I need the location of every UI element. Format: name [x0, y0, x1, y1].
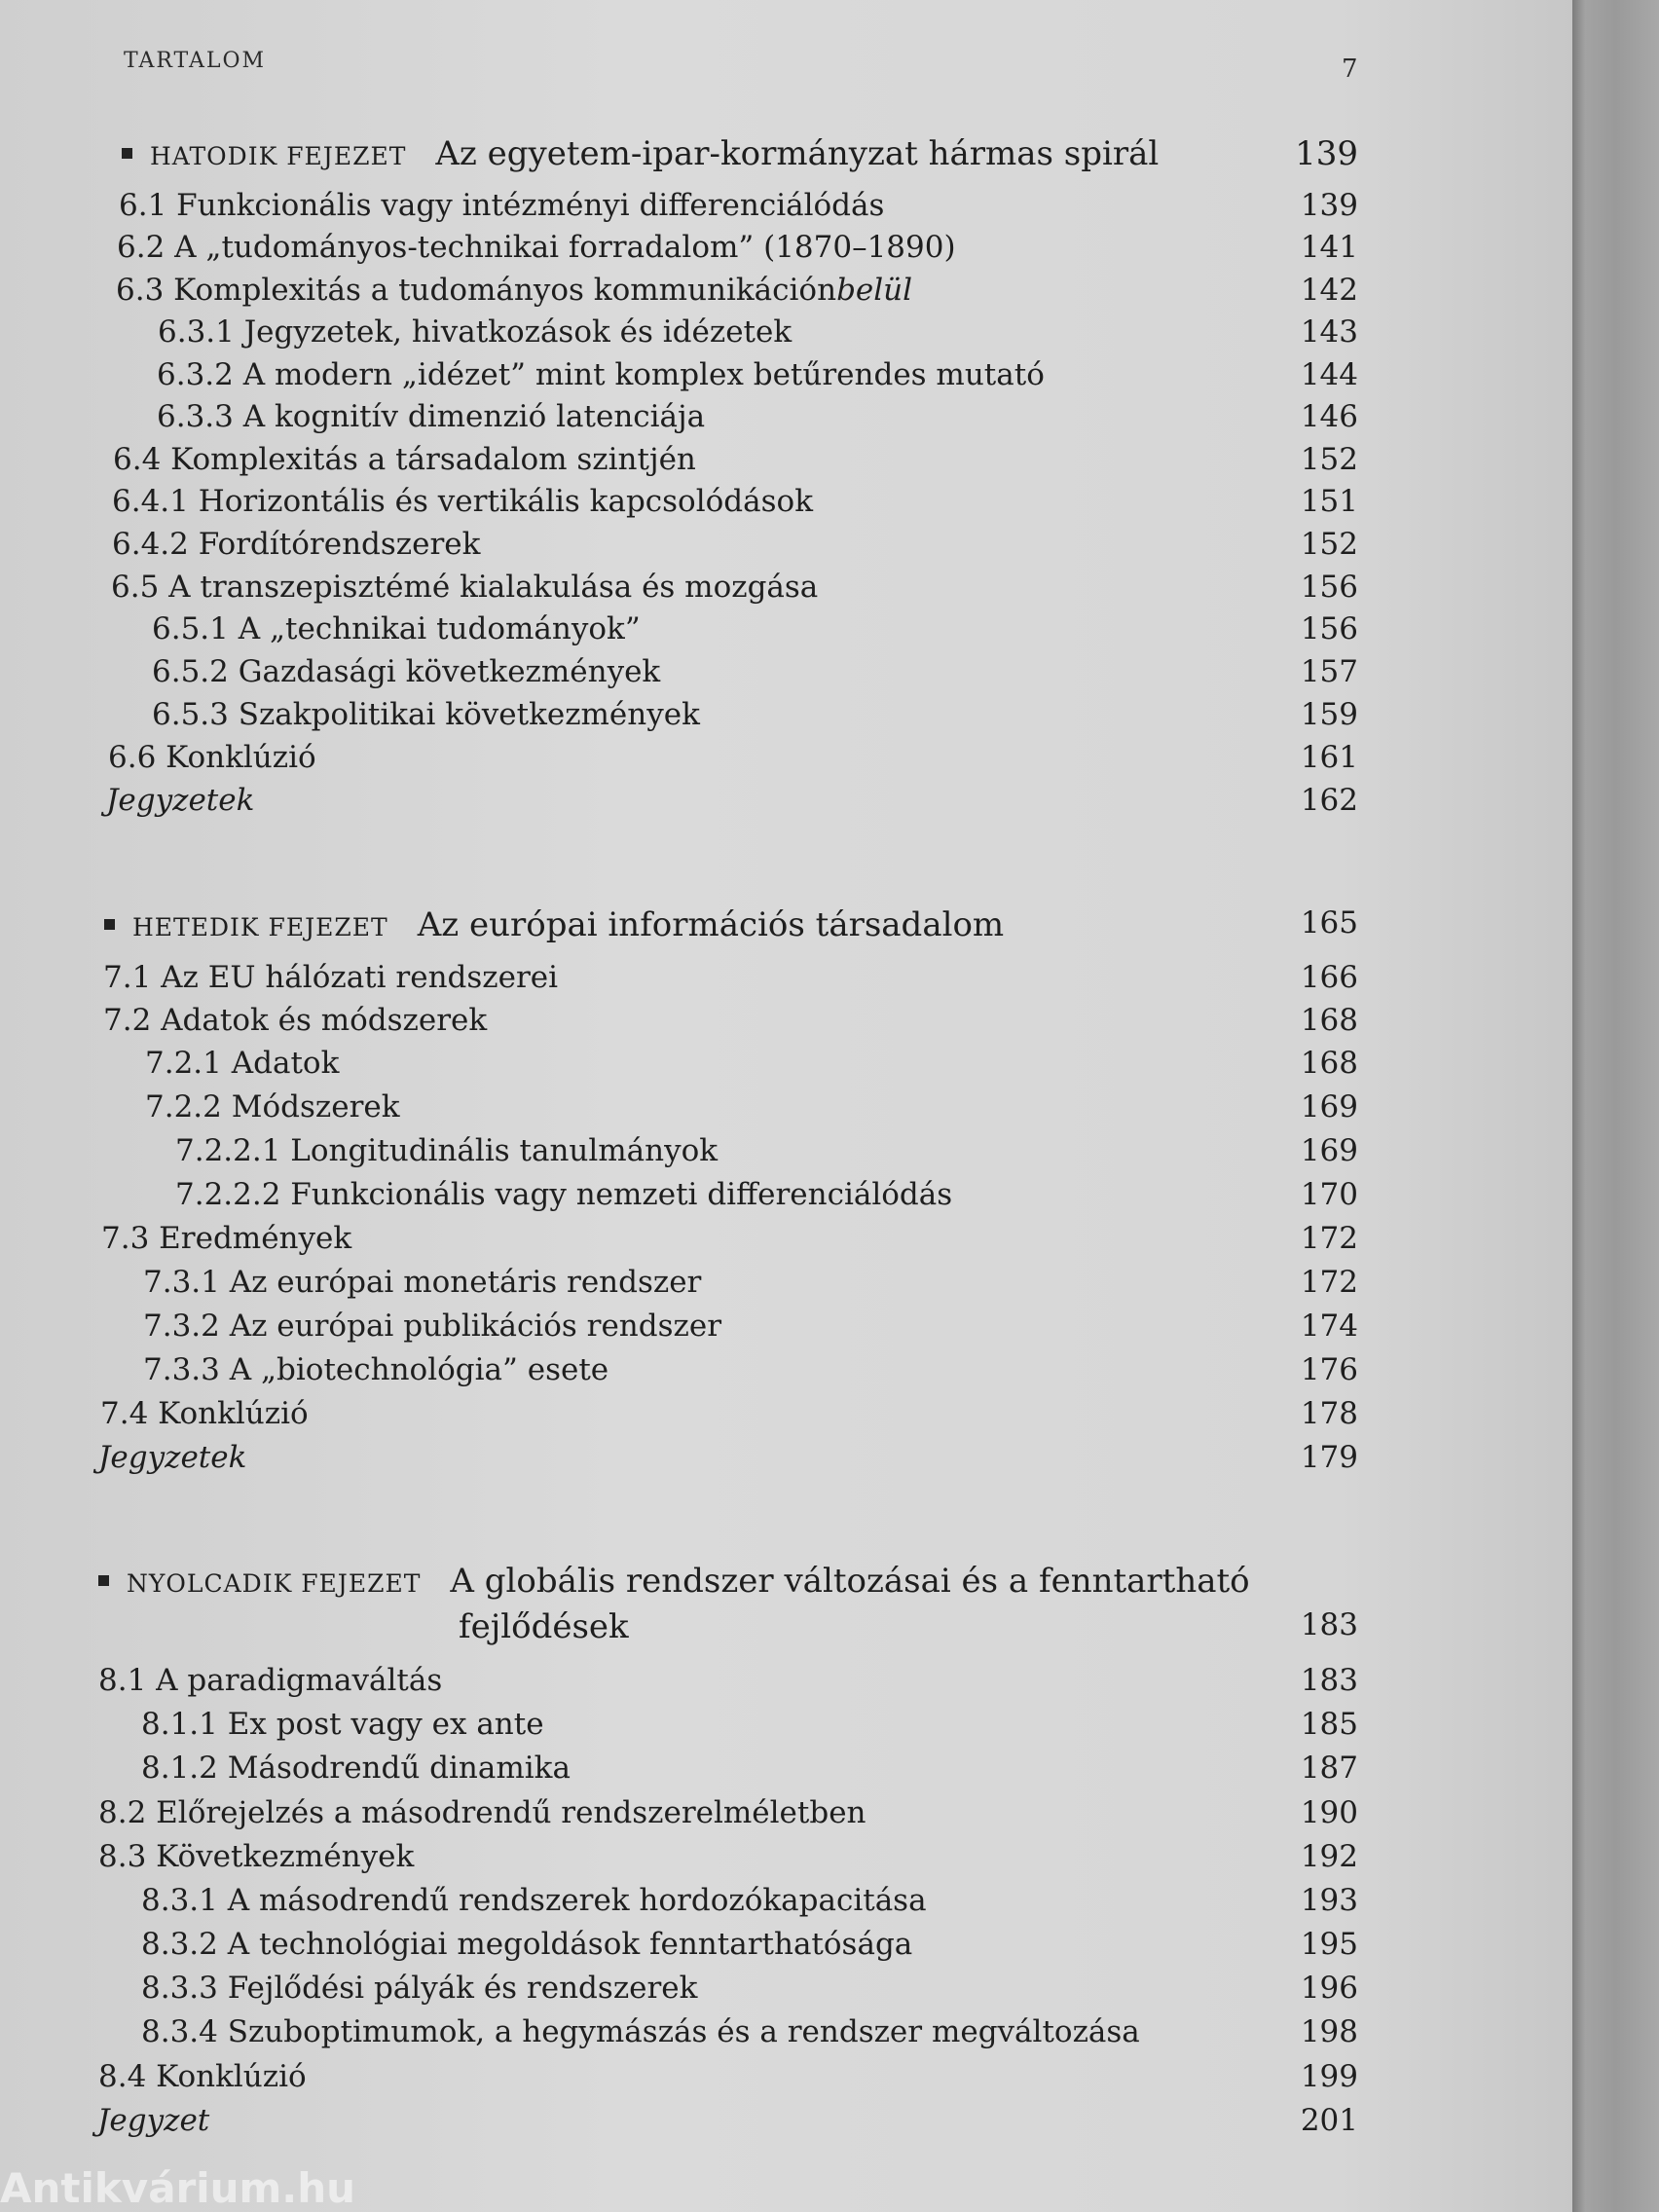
- toc-entry: [143, 1352, 1358, 1391]
- entry-page: 142: [1300, 273, 1358, 308]
- page-number: 7: [1342, 55, 1358, 84]
- entry-text: 7.2.2.2 Funkcionális vagy nemzeti differenciálódás: [175, 1177, 953, 1212]
- toc-entry: [98, 1440, 1358, 1479]
- entry-page: 190: [1300, 1795, 1358, 1830]
- toc-entry: [106, 783, 1358, 822]
- watermark: Antikvárium.hu: [0, 2164, 356, 2212]
- toc-entry: [112, 527, 1358, 566]
- entry-text: 7.2.2 Módszerek: [145, 1089, 400, 1124]
- entry-text: Jegyzetek: [98, 1440, 247, 1475]
- entry-page: 168: [1300, 1003, 1358, 1038]
- entry-page: 152: [1300, 527, 1358, 562]
- toc-entry: [98, 1795, 1358, 1834]
- toc-entry: [112, 484, 1358, 523]
- toc-entry: [117, 230, 1358, 269]
- entry-page: 146: [1300, 399, 1358, 434]
- entry-text: 6.5.2 Gazdasági következmények: [152, 654, 661, 689]
- toc-entry: [103, 960, 1358, 999]
- entry-page: 201: [1300, 2103, 1358, 2138]
- entry-page: 193: [1300, 1883, 1358, 1918]
- chapter-label: NYOLCADIK FEJEZET: [127, 1569, 422, 1598]
- entry-text: 7.4 Konklúzió: [100, 1396, 309, 1431]
- entry-text: 6.4 Komplexitás a társadalom szintjén: [113, 442, 696, 477]
- entry-page: 141: [1300, 230, 1358, 265]
- toc-entry: [152, 654, 1358, 693]
- entry-text: 7.3 Eredmények: [101, 1221, 352, 1256]
- page-edge-shadow: [1572, 0, 1659, 2212]
- toc-entry: [175, 1177, 1358, 1216]
- entry-text-emphasis: belül: [836, 273, 913, 308]
- entry-text: 6.1 Funkcionális vagy intézményi differenciálódás: [119, 188, 885, 223]
- toc-entry: [158, 314, 1358, 353]
- toc-entry: [175, 1133, 1358, 1172]
- toc-entry: [145, 1089, 1358, 1128]
- entry-page: 143: [1300, 314, 1358, 350]
- chapter-title: A globális rendszer változásai és a fenntartható: [450, 1562, 1250, 1601]
- entry-text: 7.2.2.1 Longitudinális tanulmányok: [175, 1133, 719, 1168]
- entry-text: 8.3 Következmények: [98, 1839, 415, 1874]
- toc-entry: [98, 1663, 1358, 1702]
- entry-text: 6.5.3 Szakpolitikai következmények: [152, 697, 700, 732]
- entry-page: 157: [1300, 654, 1358, 689]
- entry-page: 179: [1300, 1440, 1358, 1475]
- entry-text: Jegyzetek: [106, 783, 255, 818]
- entry-text: 7.2.1 Adatok: [145, 1046, 340, 1081]
- entry-page: 168: [1300, 1046, 1358, 1081]
- entry-page: 196: [1300, 1971, 1358, 2006]
- toc-entry: [157, 399, 1358, 438]
- entry-text: 8.3.4 Szuboptimumok, a hegymászás és a rendszer megváltozása: [141, 2014, 1140, 2049]
- toc-entry: [100, 1396, 1358, 1435]
- entry-text: 8.1 A paradigmaváltás: [98, 1663, 443, 1698]
- toc-entry: [97, 2103, 1358, 2142]
- chapter-heading-continued: [459, 1607, 1358, 1646]
- chapter-label: HETEDIK FEJEZET: [132, 913, 388, 941]
- entry-page: 183: [1300, 1663, 1358, 1698]
- chapter-title: Az egyetem-ipar-kormányzat hármas spirál: [435, 134, 1160, 173]
- entry-text: Jegyzet: [97, 2103, 210, 2138]
- entry-text: 6.2 A „tudományos-technikai forradalom” (1870–1890): [117, 230, 956, 265]
- entry-text: 6.5.1 A „technikai tudományok”: [152, 611, 641, 646]
- entry-text: 8.3.2 A technológiai megoldások fenntarthatósága: [141, 1927, 913, 1962]
- running-title: TARTALOM: [124, 49, 267, 73]
- toc-entry: [141, 1707, 1358, 1746]
- entry-page: 151: [1300, 484, 1358, 519]
- toc-entry: [145, 1046, 1358, 1085]
- entry-page: 195: [1300, 1927, 1358, 1962]
- entry-page: 172: [1300, 1221, 1358, 1256]
- chapter-title-line2: fejlődések: [459, 1607, 629, 1646]
- toc-entry: [103, 1003, 1358, 1042]
- entry-page: 192: [1300, 1839, 1358, 1874]
- entry-text: 7.3.2 Az európai publikációs rendszer: [143, 1309, 722, 1344]
- chapter-heading: [122, 134, 1358, 173]
- chapter-page: 165: [1300, 905, 1358, 940]
- entry-text: 7.1 Az EU hálózati rendszerei: [103, 960, 559, 995]
- toc-entry: [152, 697, 1358, 736]
- entry-text: 6.3 Komplexitás a tudományos kommunikáción: [116, 273, 837, 308]
- toc-entry: [116, 273, 1358, 312]
- entry-text: 8.2 Előrejelzés a másodrendű rendszerelméletben: [98, 1795, 866, 1830]
- entry-text: 7.3.1 Az európai monetáris rendszer: [143, 1265, 702, 1300]
- entry-text: 6.4.1 Horizontális és vertikális kapcsolódások: [112, 484, 813, 519]
- entry-text: 6.5 A transzepisztémé kialakulása és mozgása: [111, 570, 819, 605]
- entry-text: 8.4 Konklúzió: [98, 2059, 307, 2094]
- toc-entry: [141, 1751, 1358, 1789]
- bullet-icon: [104, 919, 115, 930]
- entry-page: 166: [1300, 960, 1358, 995]
- bullet-icon: [122, 148, 132, 159]
- entry-page: 199: [1300, 2059, 1358, 2094]
- entry-page: 169: [1300, 1133, 1358, 1168]
- toc-entry: [157, 357, 1358, 396]
- entry-page: 162: [1300, 783, 1358, 818]
- entry-page: 156: [1300, 611, 1358, 646]
- toc-entry: [141, 1971, 1358, 2009]
- entry-text: 6.6 Konklúzió: [108, 740, 316, 775]
- entry-text: 8.3.1 A másodrendű rendszerek hordozókapacitása: [141, 1883, 927, 1918]
- entry-text: 6.3.2 A modern „idézet” mint komplex betűrendes mutató: [157, 357, 1045, 392]
- entry-text: 6.3.1 Jegyzetek, hivatkozások és idézetek: [158, 314, 793, 350]
- entry-page: 170: [1300, 1177, 1358, 1212]
- toc-entry: [141, 2014, 1358, 2053]
- toc-entry: [141, 1883, 1358, 1922]
- entry-page: 152: [1300, 442, 1358, 477]
- entry-page: 176: [1300, 1352, 1358, 1387]
- chapter-page: 183: [1300, 1607, 1358, 1642]
- chapter-label: HATODIK FEJEZET: [150, 142, 407, 170]
- toc-entry: [143, 1265, 1358, 1304]
- chapter-heading: [98, 1562, 1358, 1601]
- toc-entry: [143, 1309, 1358, 1347]
- entry-page: 159: [1300, 697, 1358, 732]
- chapter-heading: [104, 905, 1358, 944]
- entry-page: 156: [1300, 570, 1358, 605]
- toc-entry: [98, 1839, 1358, 1878]
- toc-entry: [98, 2059, 1358, 2098]
- entry-page: 198: [1300, 2014, 1358, 2049]
- entry-text: 7.2 Adatok és módszerek: [103, 1003, 488, 1038]
- entry-page: 139: [1300, 188, 1358, 223]
- entry-text: 8.1.2 Másodrendű dinamika: [141, 1751, 571, 1786]
- toc-entry: [113, 442, 1358, 481]
- toc-entry: [101, 1221, 1358, 1260]
- toc-entry: [111, 570, 1358, 608]
- toc-entry: [108, 740, 1358, 779]
- entry-text: 8.1.1 Ex post vagy ex ante: [141, 1707, 544, 1742]
- entry-page: 178: [1300, 1396, 1358, 1431]
- entry-text: 6.3.3 A kognitív dimenzió latenciája: [157, 399, 706, 434]
- entry-page: 187: [1300, 1751, 1358, 1786]
- entry-page: 169: [1300, 1089, 1358, 1124]
- toc-entry: [119, 188, 1358, 227]
- chapter-page: 139: [1295, 134, 1358, 173]
- toc-entry: [152, 611, 1358, 650]
- toc-entry: [141, 1927, 1358, 1966]
- entry-text: 8.3.3 Fejlődési pályák és rendszerek: [141, 1971, 698, 2006]
- entry-page: 174: [1300, 1309, 1358, 1344]
- entry-text: 7.3.3 A „biotechnológia” esete: [143, 1352, 609, 1387]
- entry-page: 161: [1300, 740, 1358, 775]
- entry-text: 6.4.2 Fordítórendszerek: [112, 527, 481, 562]
- bullet-icon: [98, 1575, 109, 1586]
- chapter-title: Az európai információs társadalom: [417, 905, 1005, 944]
- entry-page: 172: [1300, 1265, 1358, 1300]
- entry-page: 144: [1300, 357, 1358, 392]
- entry-page: 185: [1300, 1707, 1358, 1742]
